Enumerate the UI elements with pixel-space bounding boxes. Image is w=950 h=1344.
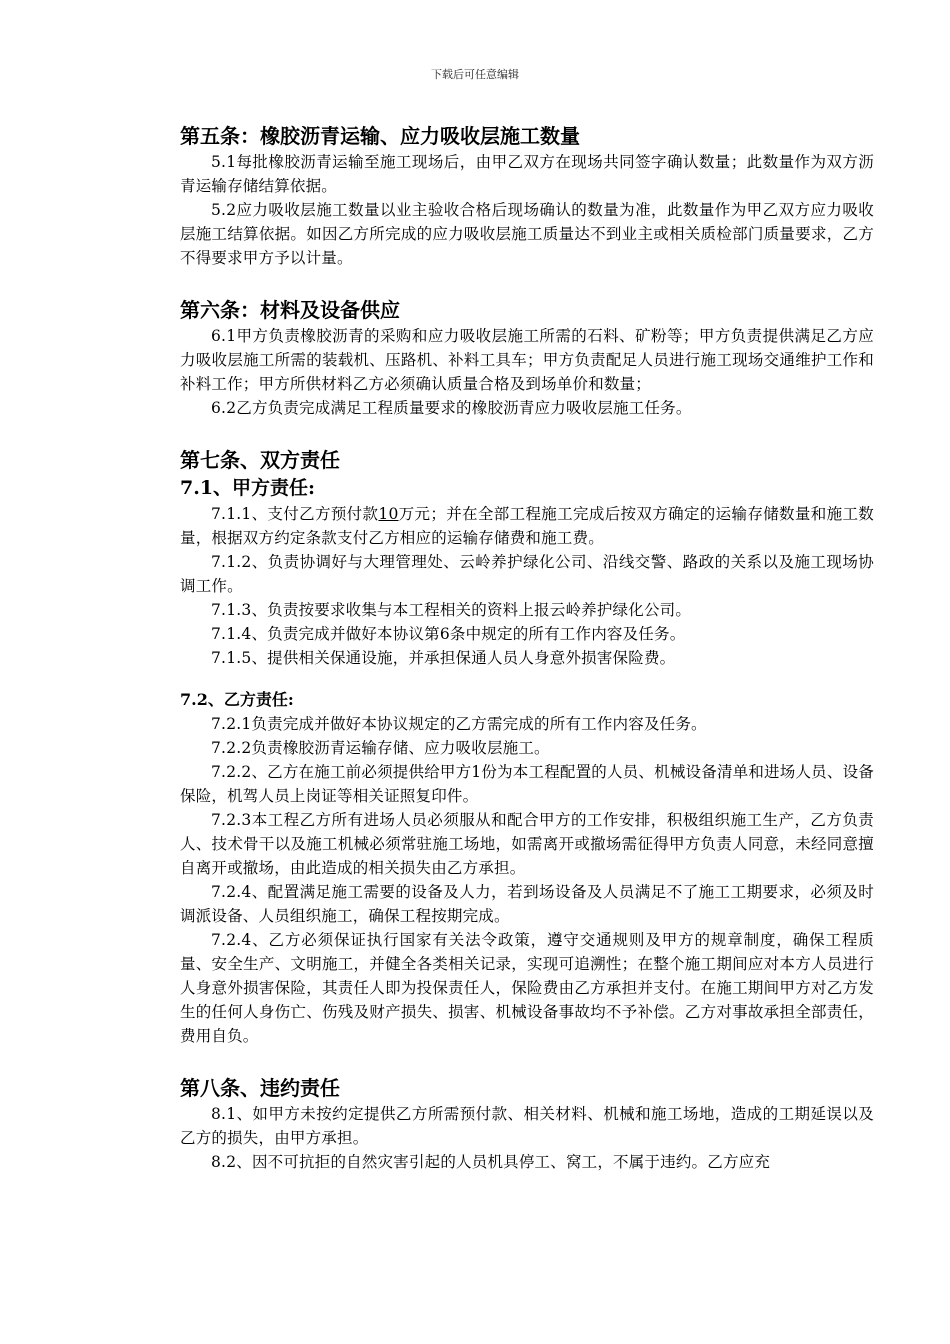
clause-7-1-1-rest: 万元；并在全部工程施工完成后按双方确定的运输存储数量和施工数量，根据双方约定条款支付乙方相应的运输存储费和施工费。 (180, 505, 874, 547)
section-8-title: 第八条、违约责任 (180, 1076, 340, 1100)
party-a-duties-heading: 7.1、甲方责任: (180, 477, 316, 499)
clause-7-1-3: 7.1.3、负责按要求收集与本工程相关的资料上报云岭养护绿化公司。 (211, 601, 692, 619)
page-header: 下载后可任意编辑 (431, 68, 519, 81)
section-5-title: 第五条：橡胶沥青运输、应力吸收层施工数量 (180, 124, 580, 148)
clause-5-2: 5.2应力吸收层施工数量以业主验收合格后现场确认的数量为准，此数量作为甲乙双方应力吸收层施工结算依据。如因乙方所完成的应力吸收层施工质量达不到业主或相关质检部门质量要求，乙方不得要求甲方予以计量。 (180, 201, 874, 267)
clause-7-1-1-lead: 7.1.1、支付乙方预付款 (211, 505, 379, 523)
clause-8-1: 8.1、如甲方未按约定提供乙方所需预付款、相关材料、机械和施工场地，造成的工期延误以及乙方的损失，由甲方承担。 (180, 1105, 874, 1147)
clause-5-1: 5.1每批橡胶沥青运输至施工现场后，由甲乙双方在现场共同签字确认数量；此数量作为双方沥青运输存储结算依据。 (180, 153, 874, 195)
clause-7-1-4: 7.1.4、负责完成并做好本协议第6条中规定的所有工作内容及任务。 (211, 625, 686, 643)
clause-7-2-4: 7.2.4、配置满足施工需要的设备及人力，若到场设备及人员满足不了施工工期要求，必须及时调派设备、人员组织施工，确保工程按期完成。 (180, 883, 874, 925)
clause-6-2: 6.2乙方负责完成满足工程质量要求的橡胶沥青应力吸收层施工任务。 (211, 399, 692, 417)
clause-7-2-2: 7.2.2负责橡胶沥青运输存储、应力吸收层施工。 (211, 739, 550, 757)
clause-7-1-2: 7.1.2、负责协调好与大理管理处、云岭养护绿化公司、沿线交警、路政的关系以及施工现场协调工作。 (180, 553, 874, 595)
clause-6-1: 6.1甲方负责橡胶沥青的采购和应力吸收层施工所需的石料、矿粉等；甲方负责提供满足乙方应力吸收层施工所需的装载机、压路机、补料工具车；甲方负责配足人员进行施工现场交通维护工作和补料工作；甲方所供材料乙方必须确认质量合格及到场单价和数量； (180, 327, 874, 393)
clause-8-2: 8.2、因不可抗拒的自然灾害引起的人员机具停工、窝工，不属于违约。乙方应充 (211, 1153, 771, 1171)
party-b-duties-heading: 7.2、乙方责任: (180, 690, 294, 709)
section-6-title: 第六条：材料及设备供应 (180, 298, 400, 322)
clause-7-2-1: 7.2.1负责完成并做好本协议规定的乙方需完成的所有工作内容及任务。 (211, 715, 707, 733)
advance-payment-amount: 10 (378, 505, 399, 523)
section-7-title: 第七条、双方责任 (180, 448, 340, 472)
clause-7-1-5: 7.1.5、提供相关保通设施，并承担保通人员人身意外损害保险费。 (211, 649, 676, 667)
clause-7-2-3: 7.2.3本工程乙方所有进场人员必须服从和配合甲方的工作安排，积极组织施工生产，乙方负责人、技术骨干以及施工机械必须常驻施工场地，如需离开或撤场需征得甲方负责人同意，未经同意擅自离开或撤场，由此造成的相关损失由乙方承担。 (180, 811, 874, 877)
document-body (180, 122, 874, 1174)
clause-7-2-2b: 7.2.2、乙方在施工前必须提供给甲方1份为本工程配置的人员、机械设备清单和进场人员、设备保险，机驾人员上岗证等相关证照复印件。 (180, 763, 874, 805)
clause-7-2-4b: 7.2.4、乙方必须保证执行国家有关法令政策，遵守交通规则及甲方的规章制度，确保工程质量、安全生产、文明施工，并健全各类相关记录，实现可追溯性；在整个施工期间应对本方人员进行人身意外损害保险，其责任人即为投保责任人，保险费由乙方承担并支付。在施工期间甲方对乙方发生的任何人身伤亡、伤残及财产损失、损害、机械设备事故均不予补偿。乙方对事故承担全部责任，费用自负。 (180, 931, 874, 1045)
clause-7-1-1 (180, 502, 874, 550)
